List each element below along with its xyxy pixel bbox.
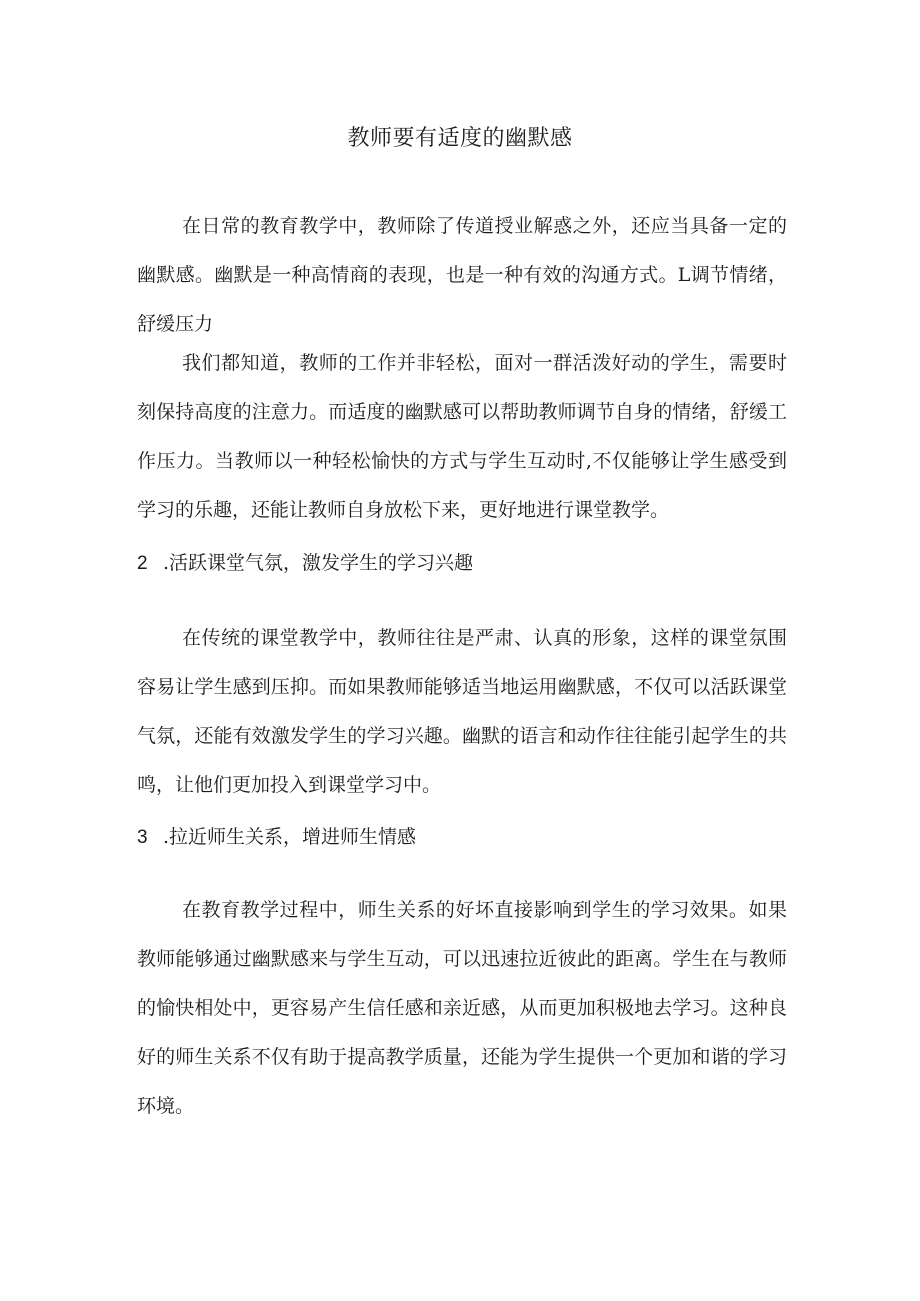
section-heading-text: .活跃课堂气氛，激发学生的学习兴趣 [163, 552, 474, 574]
paragraph-intro: 在日常的教育教学中，教师除了传道授业解惑之外，还应当具备一定的幽默感。幽默是一种高情商的表现，也是一种有效的沟通方式。L调节情绪，舒缓压力 [137, 215, 787, 335]
paragraph-relationship: 在教育教学过程中，师生关系的好坏直接影响到学生的学习效果。如果教师能够通过幽默感来与学生互动，可以迅速拉近彼此的距离。学生在与教师的愉快相处中，更容易产生信任感和亲近感，从而更加积极地去学习。这种良好的师生关系不仅有助于提高教学质量，还能为学生提供一个更加和谐的学习环境。 [137, 899, 787, 1117]
document-title: 教师要有适度的幽默感 [347, 126, 573, 151]
paragraph-classroom: 在传统的课堂教学中，教师往往是严肃、认真的形象，这样的课堂氛围容易让学生感到压抑。而如果教师能够适当地运用幽默感，不仅可以活跃课堂气氛，还能有效激发学生的学习兴趣。幽默的语言和动作往往能引起学生的共鸣，让他们更加投入到课堂学习中。 [137, 627, 787, 796]
section-heading-2 [137, 548, 787, 579]
section-heading-text: .拉近师生关系，增进师生情感 [163, 826, 417, 848]
section-heading-3 [137, 822, 787, 853]
section-number: 2 [137, 553, 148, 574]
section-number: 3 [137, 827, 148, 848]
paragraph-emotion: 我们都知道，教师的工作并非轻松，面对一群活泼好动的学生，需要时刻保持高度的注意力。而适度的幽默感可以帮助教师调节自身的情绪，舒缓工作压力。当教师以一种轻松愉快的方式与学生互动时,不仅能够让学生感受到学习的乐趣，还能让教师自身放松下来，更好地进行课堂教学。 [137, 352, 787, 521]
